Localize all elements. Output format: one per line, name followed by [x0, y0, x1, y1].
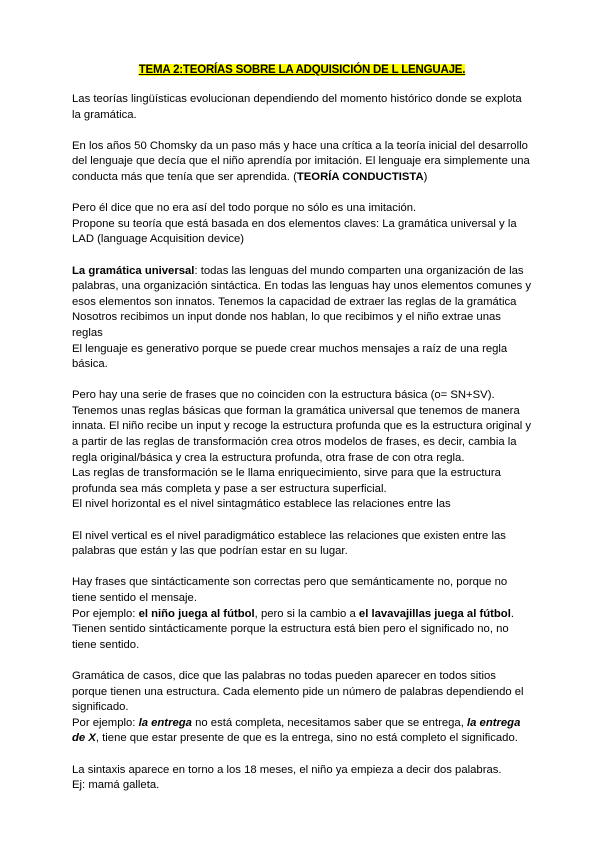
paragraph-universal-grammar — [72, 264, 532, 342]
paragraph-example-2 — [72, 716, 532, 747]
paragraph-horizontal: El nivel horizontal es el nivel sintagmático establece las relaciones entre las — [72, 498, 451, 511]
example-la-entrega: la entrega — [138, 716, 192, 729]
page-title — [72, 64, 532, 76]
title-highlight: TEMA 2:TEORÍAS SOBRE LA ADQUISICIÓN DE L LENGUAJE. — [138, 64, 466, 76]
example-la-entrega-de-x: la entrega de X — [72, 716, 521, 745]
paragraph-case-grammar: Gramática de casos, dice que las palabras no todas pueden aparecer en todos sitios porque tienen una estructura. Cada elemento pide un número de palabras dependiendo el significado. — [72, 669, 524, 714]
example-nino: el niño juega al fútbol — [138, 607, 255, 620]
document-page — [72, 64, 532, 794]
universal-grammar-text: : todas las lenguas del mundo comparten una organización de las palabras, una organización sintáctica. En todas las lenguas hay unos elementos comunes y esos elementos son innatos. Tenemos la capacidad de extraer las reglas de la gramática Nosotros recibimos un input donde nos hablan, lo que recibimos y el niño extrae unas reglas — [72, 264, 532, 339]
example-2-end: , tiene que estar presente de que es la entrega, sino no está completo el significado. — [95, 732, 518, 745]
paragraph-syntax: La sintaxis aparece en torno a los 18 meses, el niño ya empieza a decir dos palabras. — [72, 763, 502, 776]
paragraph-example-1 — [72, 607, 532, 623]
example-2-prefix: Por ejemplo: — [72, 716, 139, 729]
example-1-prefix: Por ejemplo: — [72, 607, 139, 620]
paragraph-chomsky-text: En los años 50 Chomsky da un paso más y hace una crítica a la teoría inicial del desarrollo del lenguaje que decía que el niño aprendía por imitación. El lenguaje era simplemente una conducta más que tenía que ser aprendida. ( — [72, 139, 530, 183]
paragraph-semantics: Hay frases que sintácticamente son correctas pero que semánticamente no, porque no tiene sentido el mensaje. — [72, 576, 508, 604]
paragraph-generative: El lenguaje es generativo porque se puede crear muchos mensajes a raíz de una regla básica. — [72, 342, 508, 371]
paragraph-imitation: Pero él dice que no era así del todo porque no sólo es una imitación. — [72, 202, 417, 215]
example-lavavajillas: el lavavajillas juega al fútbol — [358, 607, 511, 620]
paragraph-enrichment: Las reglas de transformación se le llama enriquecimiento, sirve para que la estructura profunda sea más completa y pase a ser estructura superficial. — [72, 467, 501, 495]
paragraph-chomsky-end: ) — [423, 170, 428, 183]
paragraph-theory: Propone su teoría que está basada en dos elementos claves: La gramática universal y la LAD (language Acquisition device) — [72, 217, 517, 246]
paragraph-vertical: El nivel vertical es el nivel paradigmático establece las relaciones que existen entre las palabras que están y las que podrían estar en su lugar. — [72, 529, 506, 558]
example-2-middle: no está completa, necesitamos saber que se entrega, — [191, 716, 467, 729]
example-1-middle: , pero si la cambio a — [254, 607, 359, 620]
paragraph-transformation: Pero hay una serie de frases que no coinciden con la estructura básica (o= SN+SV). Tenemos unas reglas básicas que forman la gramática universal que tenemos de manera innata. El niño recibe un input y recoge la estructura profunda que es la estructura original y a partir de las reglas de transformación crea otros modelos de frases, es decir, cambia la regla original/básica y crea la estructura profunda, otra frase de con otra regla. — [72, 389, 532, 464]
paragraph-intro: Las teorías lingüísticas evolucionan dependiendo del momento histórico donde se explota la gramática. — [72, 93, 522, 121]
example-1-end: . — [510, 607, 514, 620]
conductista-term: TEORÍA CONDUCTISTA — [296, 170, 424, 183]
paragraph-chomsky — [72, 139, 532, 186]
paragraph-example-3: Ej: mamá galleta. — [72, 779, 160, 792]
universal-grammar-term: La gramática universal — [72, 264, 195, 277]
paragraph-meaning: Tienen sentido sintácticamente porque la estructura está bien pero el significado no, no tiene sentido. — [72, 623, 509, 651]
